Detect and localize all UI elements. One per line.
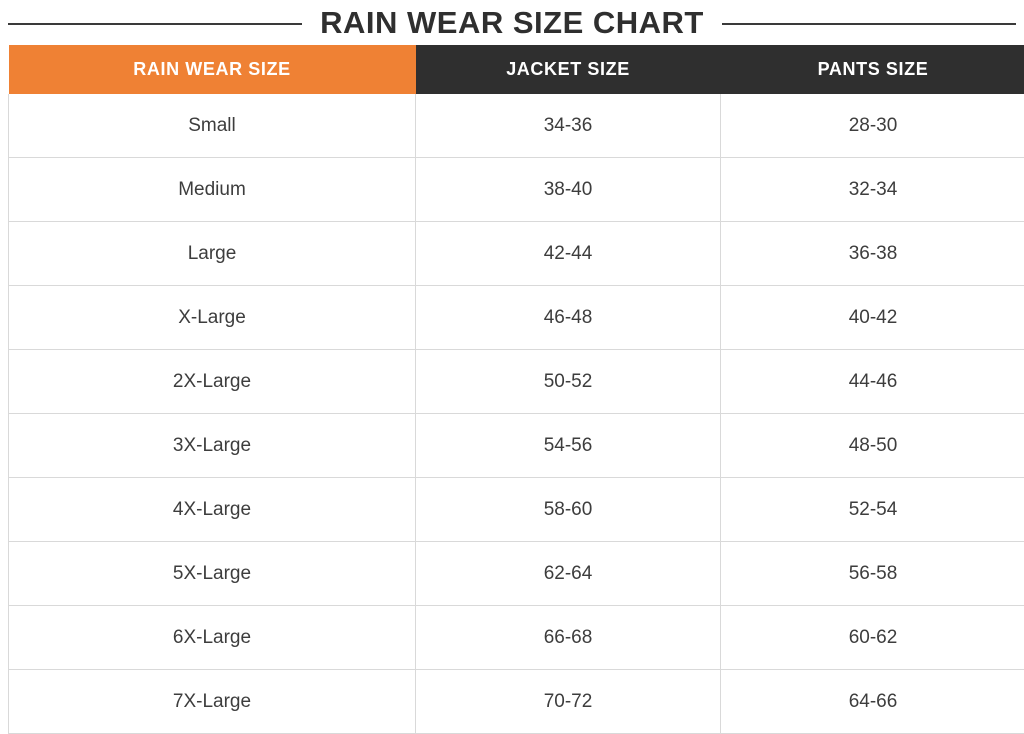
cell-pants: 64-66 (721, 670, 1024, 734)
cell-size: 3X-Large (9, 414, 416, 478)
title-rule-left (8, 23, 302, 25)
title-rule-right (722, 23, 1016, 25)
table-row (9, 286, 1024, 350)
cell-size: 4X-Large (9, 478, 416, 542)
cell-size: X-Large (9, 286, 416, 350)
cell-pants: 28-30 (721, 94, 1024, 158)
table-row (9, 158, 1024, 222)
cell-jacket: 38-40 (416, 158, 721, 222)
cell-size: 5X-Large (9, 542, 416, 606)
cell-size: 7X-Large (9, 670, 416, 734)
cell-jacket: 66-68 (416, 606, 721, 670)
column-header-rain-wear-size: RAIN WEAR SIZE (9, 45, 416, 94)
cell-size: Medium (9, 158, 416, 222)
table-row (9, 542, 1024, 606)
table-row (9, 670, 1024, 734)
table-row (9, 222, 1024, 286)
cell-size: Small (9, 94, 416, 158)
table-header (9, 45, 1024, 94)
table-row (9, 606, 1024, 670)
table-container (0, 44, 1024, 734)
cell-jacket: 34-36 (416, 94, 721, 158)
cell-jacket: 70-72 (416, 670, 721, 734)
title-row (0, 0, 1024, 44)
cell-pants: 36-38 (721, 222, 1024, 286)
size-chart-table (8, 44, 1024, 734)
table-row (9, 350, 1024, 414)
column-header-jacket-size: JACKET SIZE (416, 45, 721, 94)
cell-pants: 52-54 (721, 478, 1024, 542)
cell-jacket: 42-44 (416, 222, 721, 286)
cell-jacket: 62-64 (416, 542, 721, 606)
column-header-pants-size: PANTS SIZE (721, 45, 1024, 94)
table-body (9, 94, 1024, 734)
cell-pants: 48-50 (721, 414, 1024, 478)
cell-jacket: 54-56 (416, 414, 721, 478)
table-header-row (9, 45, 1024, 94)
cell-pants: 56-58 (721, 542, 1024, 606)
cell-jacket: 58-60 (416, 478, 721, 542)
table-row (9, 414, 1024, 478)
page-title: RAIN WEAR SIZE CHART (320, 7, 704, 38)
cell-pants: 40-42 (721, 286, 1024, 350)
cell-jacket: 46-48 (416, 286, 721, 350)
cell-pants: 60-62 (721, 606, 1024, 670)
table-row (9, 94, 1024, 158)
cell-size: Large (9, 222, 416, 286)
cell-size: 2X-Large (9, 350, 416, 414)
cell-jacket: 50-52 (416, 350, 721, 414)
table-row (9, 478, 1024, 542)
cell-size: 6X-Large (9, 606, 416, 670)
cell-pants: 32-34 (721, 158, 1024, 222)
cell-pants: 44-46 (721, 350, 1024, 414)
